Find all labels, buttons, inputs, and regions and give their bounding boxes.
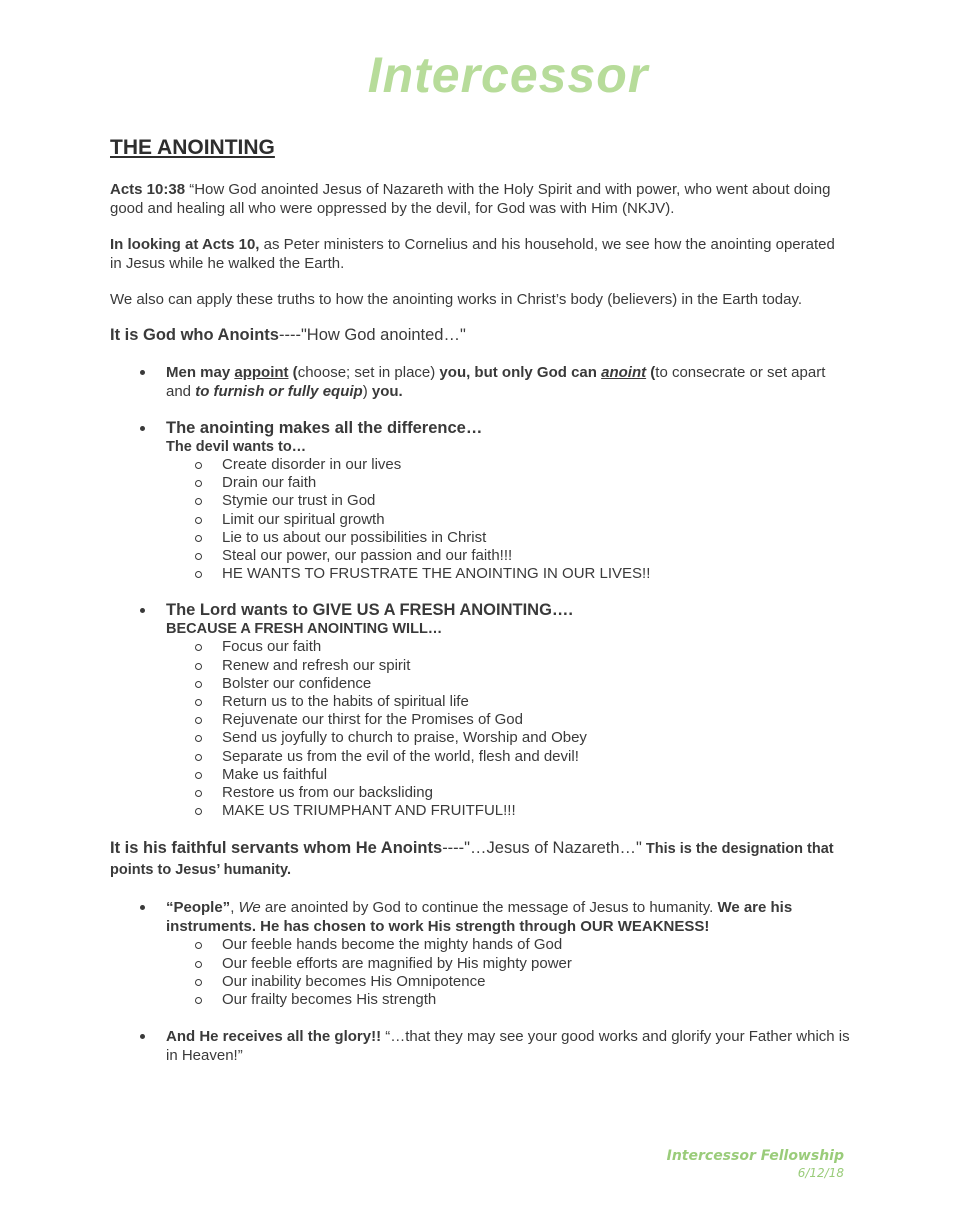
list-item: [166, 675, 850, 693]
circle-bullet: [195, 997, 202, 1004]
list-item-text: Create disorder in our lives: [222, 456, 402, 473]
circle-bullet: [195, 644, 202, 651]
bullet-dot: [140, 370, 145, 375]
section-lead: It is God who Anoints: [110, 326, 279, 344]
bullet-people: [110, 898, 850, 1009]
section-heading-faithful-servants: [110, 838, 850, 880]
list-item-text: Renew and refresh our spirit: [222, 656, 411, 674]
bullet-text: you.: [367, 383, 403, 400]
footer-organization: Intercessor Fellowship: [666, 1148, 844, 1164]
list-item-text: HE WANTS TO FRUSTRATE THE ANOINTING IN OUR LIVES!!: [222, 565, 651, 583]
list-item-text: Rejuvenate our thirst for the Promises of God: [222, 711, 523, 729]
list-item: [166, 784, 850, 802]
footer: [667, 1148, 844, 1180]
list-item: [166, 547, 850, 565]
circle-bullet: [195, 517, 202, 524]
circle-bullet: [195, 480, 202, 487]
list-item-text: Send us joyfully to church to praise, Worship and Obey: [222, 729, 587, 747]
circle-bullet: [195, 808, 202, 815]
bullet-dot: [140, 905, 145, 910]
bullet-text: Men may: [166, 364, 235, 381]
bullet-text: “…that they may see your good works and glorify your Father which is in Heaven!”: [166, 1028, 850, 1065]
scripture-text: “How God anointed Jesus of Nazareth with the Holy Spirit and with power, who went about doing good and healing all who were oppressed by the devil, for God was with Him (NKJV).: [110, 181, 831, 217]
circle-bullet: [195, 571, 202, 578]
sub-list-weakness: [166, 936, 850, 1009]
list-item: [166, 638, 850, 656]
list-item-text: Limit our spiritual growth: [222, 510, 385, 528]
circle-bullet: [195, 535, 202, 542]
scripture-reference: Acts 10:38: [110, 181, 186, 198]
list-item: [166, 955, 850, 973]
circle-bullet: [195, 681, 202, 688]
bullet-text: choose; set in place): [297, 364, 436, 381]
circle-bullet: [195, 462, 202, 469]
list-item-text: MAKE US TRIUMPHANT AND FRUITFUL!!!: [222, 802, 516, 820]
intercessor-logo: Intercessor: [367, 47, 649, 103]
paragraph-lead: In looking at Acts 10,: [110, 236, 260, 253]
circle-bullet: [195, 553, 202, 560]
bullet-list-section-2: [110, 898, 850, 1065]
bullet-text: We are his instruments. He has chosen to work His strength through OUR WEAKNESS!: [166, 899, 793, 936]
paragraph-acts-10: [110, 235, 850, 273]
section-lead: It is his faithful servants whom He Anoints: [110, 839, 443, 858]
circle-bullet: [195, 790, 202, 797]
page-title: THE ANOINTING: [110, 136, 275, 159]
list-item-text: Our inability becomes His Omnipotence: [222, 972, 486, 990]
circle-bullet: [195, 717, 202, 724]
circle-bullet: [195, 498, 202, 505]
bullet-list-section-1: [110, 363, 850, 820]
bullet-dot: [140, 426, 145, 431]
list-item-text: Restore us from our backsliding: [222, 784, 433, 802]
paragraph-text: as Peter ministers to Cornelius and his household, we see how the anointing operated in Jesus while he walked the Earth.: [110, 236, 835, 272]
list-item-text: Lie to us about our possibilities in Christ: [222, 528, 487, 546]
bullet-text: are anointed by God to continue the message of Jesus to humanity.: [260, 899, 718, 917]
list-item-text: Our feeble hands become the mighty hands of God: [222, 936, 563, 954]
circle-bullet: [195, 979, 202, 986]
list-item: [166, 991, 850, 1009]
bullet-text: (: [646, 364, 656, 381]
list-item: [166, 973, 850, 991]
paragraph-acts-10-38: [110, 180, 850, 218]
sub-list-fresh-anointing: [166, 638, 850, 820]
circle-bullet: [195, 735, 202, 742]
list-item: [166, 565, 850, 583]
bullet-fresh-anointing: [110, 601, 850, 820]
list-item-text: Stymie our trust in God: [222, 492, 376, 510]
bullet-text: to furnish or fully equip: [195, 383, 363, 400]
list-item-text: Our feeble efforts are magnified by His mighty power: [222, 954, 572, 972]
list-item-text: Make us faithful: [222, 765, 328, 783]
list-item: [166, 936, 850, 954]
bullet-text: “People”: [166, 899, 231, 917]
list-item: [166, 657, 850, 675]
bullet-dot: [140, 1034, 145, 1039]
bullet-text: you, but only God can: [435, 364, 602, 381]
circle-bullet: [195, 663, 202, 670]
circle-bullet: [195, 772, 202, 779]
bullet-text: And He receives all the glory!!: [166, 1028, 382, 1046]
list-item: [166, 711, 850, 729]
bullet-text: ): [362, 383, 368, 400]
bullet-text: to consecrate or set apart and: [166, 364, 826, 400]
list-item-text: Our frailty becomes His strength: [222, 991, 437, 1009]
bullet-subheading: The devil wants to…: [166, 439, 307, 455]
bullet-heading: The anointing makes all the difference…: [166, 419, 483, 437]
list-item-text: Focus our faith: [222, 638, 322, 656]
bullet-text: appoint: [234, 364, 289, 381]
bullet-glory: [110, 1027, 850, 1065]
list-item: [166, 729, 850, 747]
list-item: [166, 766, 850, 784]
list-item: [166, 492, 850, 510]
list-item-text: Bolster our confidence: [222, 674, 372, 692]
bullet-text: ,: [230, 899, 239, 917]
list-item: [166, 802, 850, 820]
list-item-text: Steal our power, our passion and our faith!!!: [222, 547, 513, 565]
bullet-text: anoint: [601, 364, 647, 381]
list-item-text: Separate us from the evil of the world, flesh and devil!: [222, 747, 579, 765]
bullet-appoint-anoint: [110, 363, 850, 401]
list-item: [166, 474, 850, 492]
section-quote: ----"How God anointed…": [278, 326, 466, 344]
bullet-text: We: [238, 899, 261, 917]
list-item: [166, 529, 850, 547]
list-item: [166, 748, 850, 766]
circle-bullet: [195, 699, 202, 706]
footer-date: 6/12/18: [797, 1166, 844, 1180]
section-tail: This is the designation that points to Jesus’ humanity.: [110, 841, 834, 879]
content: [110, 136, 850, 1083]
bullet-anointing-difference: [110, 419, 850, 583]
list-item-text: Drain our faith: [222, 474, 317, 492]
bullet-dot: [140, 608, 145, 613]
section-heading-god-anoints: [110, 326, 850, 345]
bullet-subheading: BECAUSE A FRESH ANOINTING WILL…: [166, 621, 443, 638]
bullet-text: (: [288, 364, 298, 381]
section-quote: ----"…Jesus of Nazareth…": [442, 839, 642, 858]
list-item: [166, 456, 850, 474]
circle-bullet: [195, 942, 202, 949]
paragraph-apply-truths: We also can apply these truths to how the anointing works in Christ’s body (believers) in the Earth today.: [110, 291, 803, 308]
list-item-text: Return us to the habits of spiritual life: [222, 693, 469, 711]
list-item: [166, 511, 850, 529]
circle-bullet: [195, 961, 202, 968]
bullet-heading: The Lord wants to GIVE US A FRESH ANOINTING….: [166, 601, 574, 620]
sub-list-devil: [166, 456, 850, 583]
list-item: [166, 693, 850, 711]
circle-bullet: [195, 754, 202, 761]
